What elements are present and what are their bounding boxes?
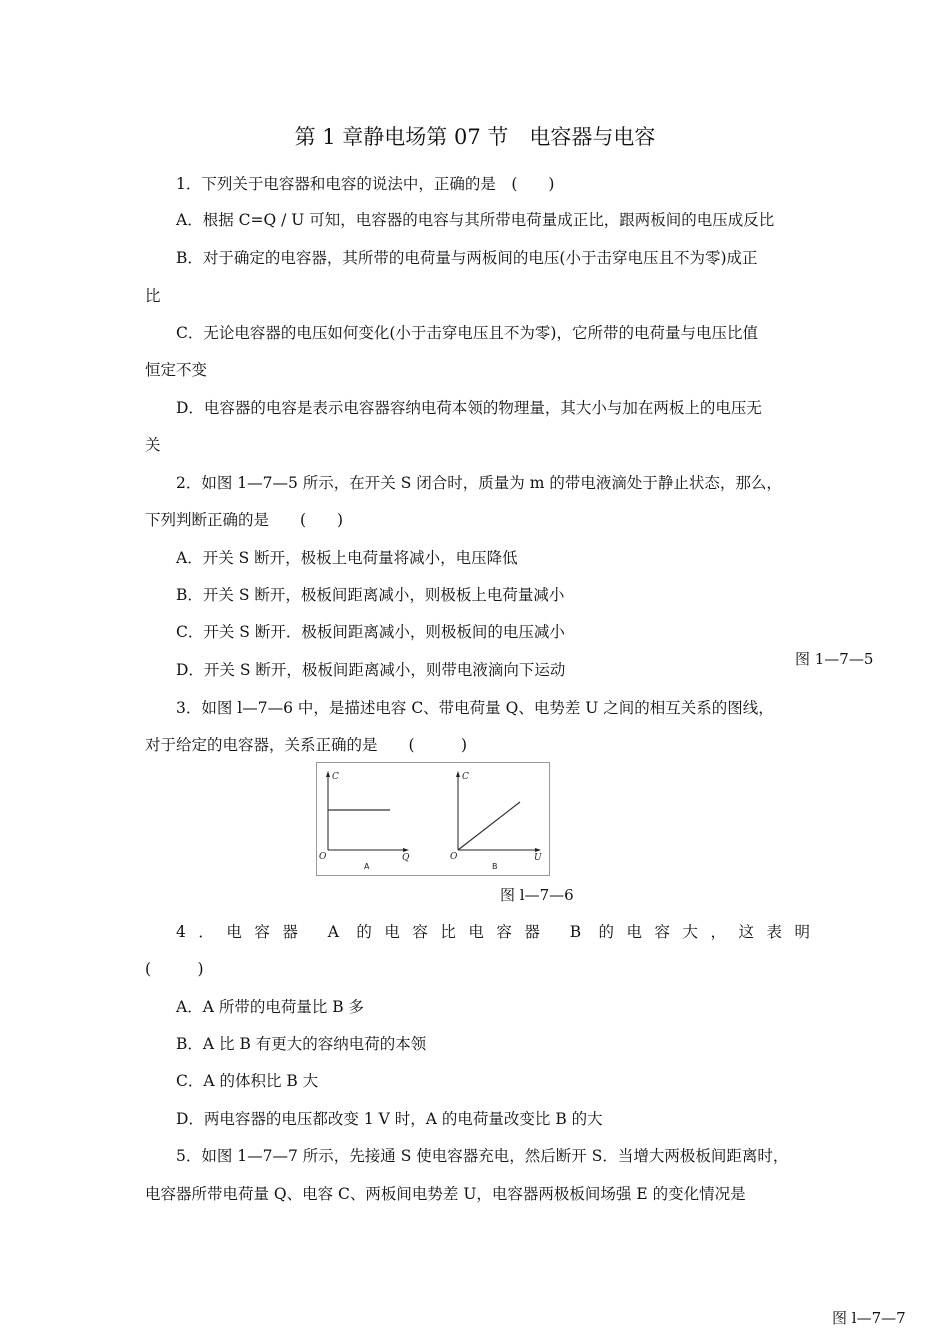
figure-caption-1-7-5: 图 1—7—5 — [795, 650, 874, 668]
graph-b-panel-label: B — [492, 862, 498, 871]
q1-option-b: B．对于确定的电容器，其所带的电荷量与两板间的电压(小于击穿电压且不为零)成正 — [176, 249, 758, 267]
figure-caption-1-7-6: 图 l—7—6 — [500, 886, 574, 904]
q1-option-a: A．根据 C=Q / U 可知，电容器的电容与其所带电荷量成正比，跟两板间的电压成反比 — [176, 211, 775, 229]
q2-option-c: C．开关 S 断开．极板间距离减小，则极板间的电压减小 — [176, 623, 565, 641]
q2-option-d: D．开关 S 断开，极板间距离减小，则带电液滴向下运动 — [176, 661, 566, 679]
graph-a-origin: O — [319, 852, 327, 862]
q2-stem: 2．如图 1—7—5 所示，在开关 S 闭合时，质量为 m 的带电液滴处于静止状态，那么， — [176, 474, 782, 492]
q1-option-d-cont: 关 — [145, 436, 161, 454]
graph-b-x-label: U — [534, 853, 542, 863]
q4-stem: 4．电容器 A 的电容比电容器 B 的电容大，这表明 — [176, 923, 810, 941]
graph-a-panel-label: A — [364, 862, 370, 871]
page-title: 第 1 章静电场第 07 节 电容器与电容 — [294, 125, 656, 149]
figure-caption-1-7-7: 图 l—7—7 — [832, 1309, 906, 1327]
figure-1-7-6 — [316, 762, 550, 876]
q3-stem: 3．如图 l—7—6 中，是描述电容 C、带电荷量 Q、电势差 U 之间的相互关系的图线， — [176, 699, 774, 717]
graph-b-y-label: C — [462, 772, 469, 782]
q5-stem-cont: 电容器所带电荷量 Q、电容 C、两板间电势差 U，电容器两极板间场强 E 的变化情况是 — [145, 1185, 746, 1203]
graphs-svg — [316, 762, 550, 876]
q1-option-c-cont: 恒定不变 — [145, 361, 208, 379]
q5-stem: 5．如图 1—7—7 所示，先接通 S 使电容器充电，然后断开 S．当增大两极板间距离时， — [176, 1147, 789, 1165]
q2-option-b: B．开关 S 断开，极板间距离减小，则极板上电荷量减小 — [176, 586, 565, 604]
graph-a-y-label: C — [332, 772, 339, 782]
q4-option-a: A．A 所带的电荷量比 B 多 — [176, 998, 365, 1016]
q1-option-b-cont: 比 — [145, 287, 161, 305]
q1-stem: 1．下列关于电容器和电容的说法中，正确的是 ( ) — [176, 175, 555, 193]
q4-stem-cont: ( ) — [145, 960, 204, 978]
q4-option-c: C．A 的体积比 B 大 — [176, 1072, 319, 1090]
q4-option-d: D．两电容器的电压都改变 1 V 时，A 的电荷量改变比 B 的大 — [176, 1110, 603, 1128]
q1-option-c: C．无论电容器的电压如何变化(小于击穿电压且不为零)，它所带的电荷量与电压比值 — [176, 324, 758, 342]
graph-a-x-label: Q — [402, 853, 410, 863]
q2-option-a: A．开关 S 断开，极板上电荷量将减小，电压降低 — [176, 549, 518, 567]
graph-b-origin: O — [450, 852, 458, 862]
q1-option-d: D．电容器的电容是表示电容器容纳电荷本领的物理量，其大小与加在两板上的电压无 — [176, 399, 762, 417]
q4-option-b: B．A 比 B 有更大的容纳电荷的本领 — [176, 1035, 427, 1053]
q2-stem-cont: 下列判断正确的是 ( ) — [145, 511, 344, 529]
q3-stem-cont: 对于给定的电容器，关系正确的是 ( ) — [145, 736, 468, 754]
